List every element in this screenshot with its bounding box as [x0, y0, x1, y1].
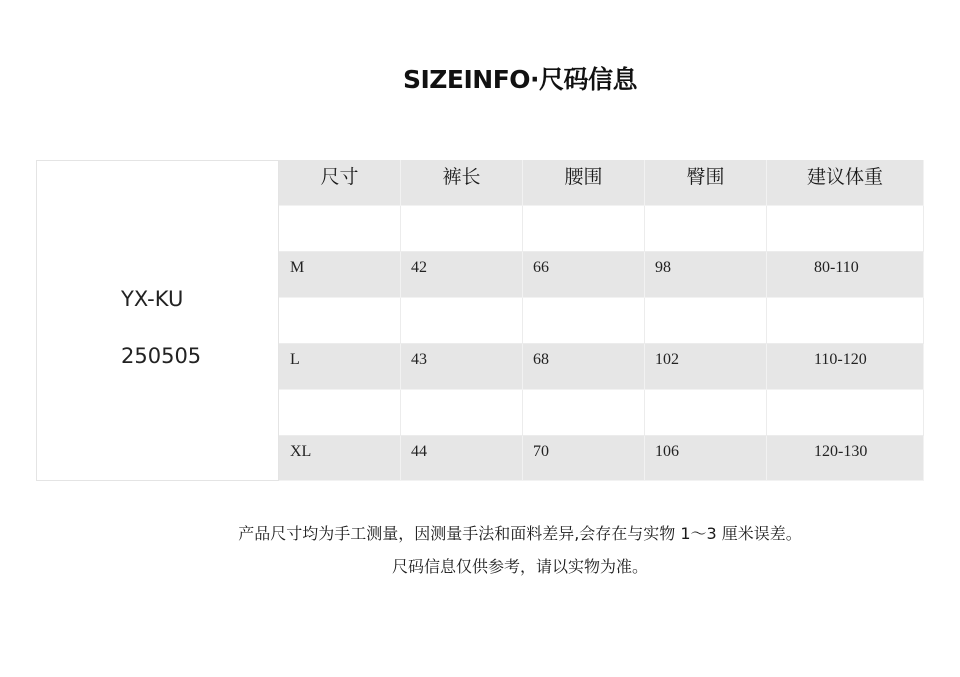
hip-cell: 106 [645, 436, 767, 481]
size-table [36, 160, 924, 481]
length-cell: 44 [401, 436, 523, 481]
weight-cell: 120-130 [767, 436, 924, 481]
empty-cell [645, 298, 767, 344]
empty-cell [279, 390, 401, 436]
empty-cell [645, 206, 767, 252]
empty-cell [279, 298, 401, 344]
header-cell-waist: 腰围 [523, 160, 645, 206]
empty-cell [279, 206, 401, 252]
spacer-row [279, 298, 924, 344]
weight-cell: 80-110 [767, 252, 924, 298]
product-model: YX-KU [121, 287, 184, 311]
table-row [279, 436, 924, 481]
empty-cell [523, 390, 645, 436]
empty-cell [401, 390, 523, 436]
size-cell: XL [279, 436, 401, 481]
hip-cell: 102 [645, 344, 767, 390]
spacer-row [279, 390, 924, 436]
header-cell-length: 裤长 [401, 160, 523, 206]
waist-cell: 68 [523, 344, 645, 390]
weight-cell: 110-120 [767, 344, 924, 390]
header-cell-hip: 臀围 [645, 160, 767, 206]
header-cell-size: 尺寸 [279, 160, 401, 206]
product-info-panel [36, 160, 279, 481]
waist-cell: 66 [523, 252, 645, 298]
length-cell: 43 [401, 344, 523, 390]
empty-cell [767, 390, 924, 436]
empty-cell [523, 206, 645, 252]
page-title: SIZEINFO·尺码信息 [402, 65, 638, 94]
hip-cell: 98 [645, 252, 767, 298]
length-cell: 42 [401, 252, 523, 298]
measurement-note: 产品尺寸均为手工测量，因测量手法和面料差异,会存在与实物 1～3 厘米误差。 [238, 524, 802, 543]
empty-cell [645, 390, 767, 436]
table-row [279, 252, 924, 298]
empty-cell [401, 206, 523, 252]
size-grid [279, 160, 924, 481]
size-cell: M [279, 252, 401, 298]
empty-cell [767, 298, 924, 344]
product-code: 250505 [121, 344, 202, 368]
waist-cell: 70 [523, 436, 645, 481]
reference-note: 尺码信息仅供参考，请以实物为准。 [391, 557, 648, 576]
table-header-row [279, 160, 924, 206]
header-cell-weight: 建议体重 [767, 160, 924, 206]
empty-cell [767, 206, 924, 252]
table-row [279, 344, 924, 390]
size-cell: L [279, 344, 401, 390]
empty-cell [523, 298, 645, 344]
spacer-row [279, 206, 924, 252]
empty-cell [401, 298, 523, 344]
